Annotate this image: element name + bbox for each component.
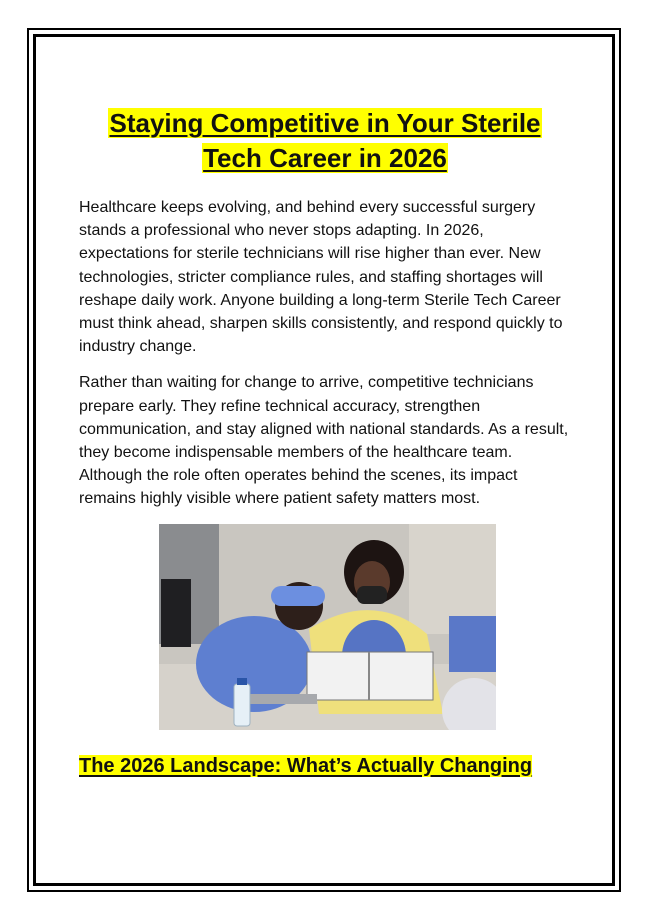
photo-water-bottle-cap <box>237 678 247 685</box>
photo-person-right-mask <box>357 586 387 604</box>
photo-person-left-cap <box>271 586 325 606</box>
section-heading-text: The 2026 Landscape: What’s Actually Changing <box>79 754 533 777</box>
photo-water-bottle <box>234 684 250 726</box>
paragraph-intro: Healthcare keeps evolving, and behind every successful surgery stands a professional who never stops adapting. In 2026, expectations for sterile technicians will rise higher than ever. New technologies, stricter compliance rules, and staffing shortages will reshape daily work. Anyone building a long-term Sterile Tech Career must think ahead, sharpen skills consistently, and respond quickly to industry change. <box>79 199 563 356</box>
photo-instrument-tray <box>247 694 317 704</box>
section-heading <box>79 752 571 781</box>
photo-trash-bin <box>161 579 191 647</box>
document-title <box>79 106 571 176</box>
paragraph-preparation: Rather than waiting for change to arrive, competitive technicians prepare early. They refine technical accuracy, strengthen communication, and stay aligned with national standards. As a result, they become indispensable members of the healthcare team. Although the role often operates behind the scenes, its impact remains highly visible where patient safety matters most. <box>79 374 569 508</box>
document-body <box>79 106 571 781</box>
document-title-text: Staying Competitive in Your Sterile Tech Career in 2026 <box>109 108 541 173</box>
classroom-photo <box>159 524 496 730</box>
photo-person-far-right <box>449 616 496 672</box>
